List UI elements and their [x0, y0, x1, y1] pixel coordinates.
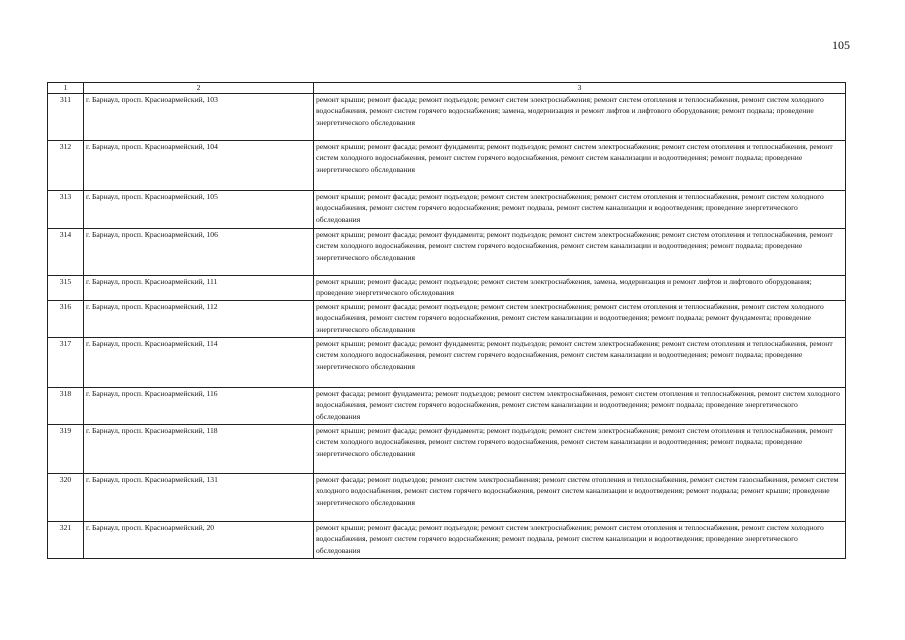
row-address: г. Барнаул, просп. Красноармейский, 103	[84, 94, 314, 141]
row-address: г. Барнаул, просп. Красноармейский, 116	[84, 388, 314, 425]
table-row	[48, 522, 846, 559]
row-address: г. Барнаул, просп. Красноармейский, 112	[84, 301, 314, 338]
table-row	[48, 388, 846, 425]
row-address: г. Барнаул, просп. Красноармейский, 20	[84, 522, 314, 559]
row-address: г. Барнаул, просп. Красноармейский, 114	[84, 338, 314, 388]
table-row	[48, 276, 846, 301]
page-number: 105	[832, 38, 850, 52]
row-works: ремонт фасада; ремонт подъездов; ремонт систем электроснабжения; ремонт систем отопления и теплоснабжения, ремонт систем газоснабжения, ремонт систем холодного водоснабжения, ремонт систем горячего водоснабжения, ремонт систем канализации и водоотведения; ремонт подвала; ремонт крыши; проведение энергетического обследования	[314, 474, 846, 522]
row-works: ремонт крыши; ремонт фасада; ремонт фундамента; ремонт подъездов; ремонт систем электроснабжения; ремонт систем отопления и теплоснабжения, ремонт систем холодного водоснабжения, ремонт систем горячего водоснабжения, ремонт систем канализации и водоотведения; ремонт подвала; проведение энергетического обследования	[314, 141, 846, 191]
row-works: ремонт крыши; ремонт фасада; ремонт подъездов; ремонт систем электроснабжения; ремонт систем отопления и теплоснабжения, ремонт систем холодного водоснабжения, ремонт систем горячего водоснабжения; ремонт подвала, ремонт систем канализации и водоотведения; проведение энергетического обследования	[314, 191, 846, 229]
works-table	[47, 82, 846, 559]
row-works: ремонт крыши; ремонт фасада; ремонт подъездов; ремонт систем электроснабжения; ремонт систем отопления и теплоснабжения, ремонт систем холодного водоснабжения, ремонт систем горячего водоснабжения; замена, модернизация и ремонт лифтов и лифтового оборудования; ремонт подвала; проведение энергетического обследования	[314, 94, 846, 141]
row-number: 313	[48, 191, 84, 229]
row-works: ремонт крыши; ремонт фасада; ремонт фундамента; ремонт подъездов; ремонт систем электроснабжения; ремонт систем отопления и теплоснабжения, ремонт систем холодного водоснабжения, ремонт систем горячего водоснабжения, ремонт систем канализации и водоотведения; ремонт подвала; проведение энергетического обследования	[314, 338, 846, 388]
row-number: 317	[48, 338, 84, 388]
column-header-number: 1	[48, 83, 84, 94]
row-number: 312	[48, 141, 84, 191]
row-works: ремонт крыши; ремонт фасада; ремонт подъездов; ремонт систем электроснабжения, замена, модернизация и ремонт лифтов и лифтового оборудования; проведение энергетического обследования	[314, 276, 846, 301]
row-works: ремонт крыши; ремонт фасада; ремонт фундамента; ремонт подъездов; ремонт систем электроснабжения; ремонт систем отопления и теплоснабжения, ремонт систем холодного водоснабжения, ремонт систем горячего водоснабжения, ремонт систем канализации и водоотведения; ремонт подвала; проведение энергетического обследования	[314, 229, 846, 276]
row-number: 314	[48, 229, 84, 276]
row-works: ремонт крыши; ремонт фасада; ремонт подъездов; ремонт систем электроснабжения; ремонт систем отопления и теплоснабжения, ремонт систем холодного водоснабжения, ремонт систем горячего водоснабжения; ремонт подвала, ремонт систем канализации и водоотведения; проведение энергетического обследования	[314, 522, 846, 559]
row-address: г. Барнаул, просп. Красноармейский, 111	[84, 276, 314, 301]
table-row	[48, 94, 846, 141]
row-address: г. Барнаул, просп. Красноармейский, 104	[84, 141, 314, 191]
table-row	[48, 141, 846, 191]
row-works: ремонт крыши; ремонт фасада; ремонт подъездов; ремонт систем электроснабжения; ремонт систем отопления и теплоснабжения, ремонт систем холодного водоснабжения, ремонт систем горячего водоснабжения, ремонт систем канализации и водоотведения; ремонт подвала; ремонт фундамента; проведение энергетического обследования	[314, 301, 846, 338]
row-address: г. Барнаул, просп. Красноармейский, 106	[84, 229, 314, 276]
row-works: ремонт фасада; ремонт фундамента; ремонт подъездов; ремонт систем электроснабжения, ремонт систем отопления и теплоснабжения, ремонт систем холодного водоснабжения, ремонт систем горячего водоснабжения, ремонт систем канализации и водоотведения; ремонт подвала; проведение энергетического обследования	[314, 388, 846, 425]
table-row	[48, 474, 846, 522]
row-number: 315	[48, 276, 84, 301]
row-number: 316	[48, 301, 84, 338]
table-row	[48, 338, 846, 388]
row-address: г. Барнаул, просп. Красноармейский, 131	[84, 474, 314, 522]
row-number: 318	[48, 388, 84, 425]
row-number: 320	[48, 474, 84, 522]
row-number: 321	[48, 522, 84, 559]
table-row	[48, 229, 846, 276]
row-address: г. Барнаул, просп. Красноармейский, 118	[84, 425, 314, 474]
table-row	[48, 425, 846, 474]
table-row	[48, 301, 846, 338]
table-header-row	[48, 83, 846, 94]
row-number: 319	[48, 425, 84, 474]
row-address: г. Барнаул, просп. Красноармейский, 105	[84, 191, 314, 229]
column-header-works: 3	[314, 83, 846, 94]
row-number: 311	[48, 94, 84, 141]
row-works: ремонт крыши; ремонт фасада; ремонт фундамента; ремонт подъездов; ремонт систем электроснабжения; ремонт систем отопления и теплоснабжения, ремонт систем холодного водоснабжения, ремонт систем горячего водоснабжения, ремонт систем канализации и водоотведения; ремонт подвала; проведение энергетического обследования	[314, 425, 846, 474]
column-header-address: 2	[84, 83, 314, 94]
table-row	[48, 191, 846, 229]
